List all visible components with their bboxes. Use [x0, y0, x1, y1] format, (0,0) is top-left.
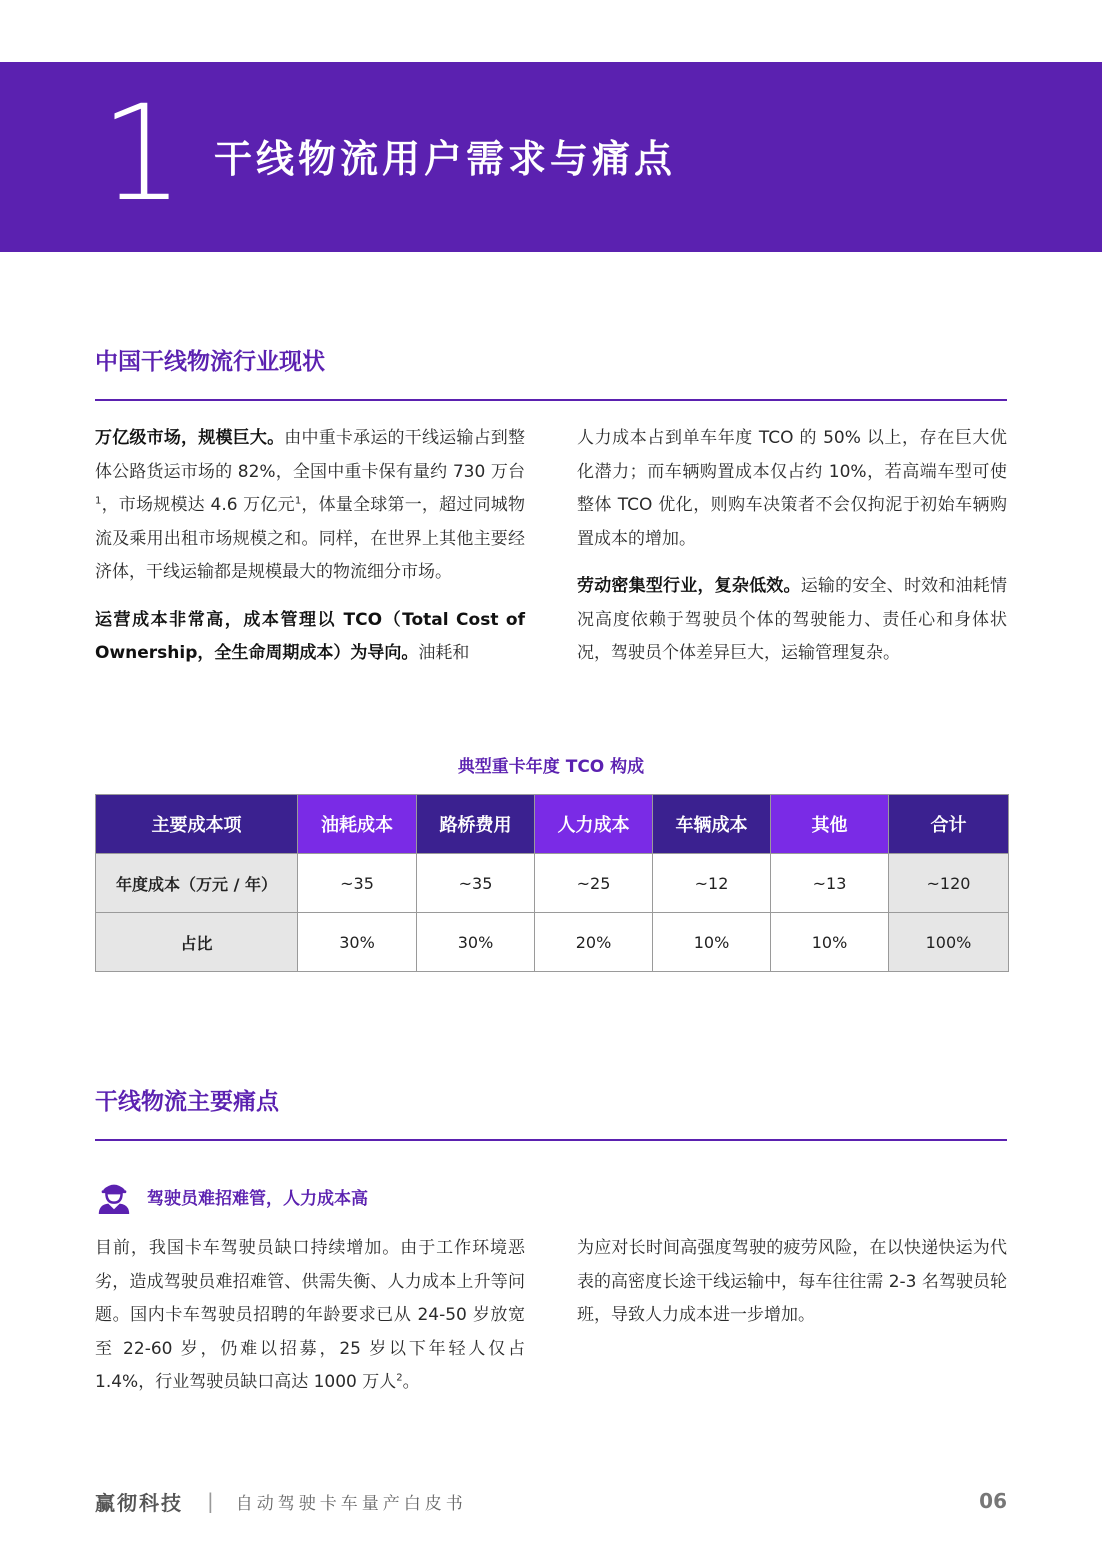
paragraph-text: ，市场规模达 4.6 万亿元	[101, 495, 295, 515]
table-cell: 10%	[653, 913, 771, 972]
chapter-number: 1	[100, 77, 184, 231]
paragraph-market	[95, 422, 525, 590]
table-cell: 30%	[298, 913, 417, 972]
table-cell: 10%	[771, 913, 889, 972]
paragraph-text: 目前，我国卡车驾驶员缺口持续增加。由于工作环境恶劣，造成驾驶员难招难管、供需失衡、人力成本上升等问题。国内卡车驾驶员招聘的年龄要求已从 24-50 岁放宽至 22-60 岁，仍难以招募，25 岁以下年轻人仅占 1.4%，行业驾驶员缺口高达 1000 万人	[95, 1238, 525, 1392]
table-header-cell: 其他	[771, 795, 889, 854]
section-divider	[95, 1139, 1007, 1141]
table-cell-total: 100%	[889, 913, 1009, 972]
table-cell-total: ~120	[889, 854, 1009, 913]
table-cell: 30%	[417, 913, 535, 972]
table-cell: ~12	[653, 854, 771, 913]
footnote-ref: 1	[294, 495, 302, 507]
section2-left-column	[95, 1232, 525, 1414]
section1-left-column	[95, 422, 525, 685]
paragraph-text: 。	[402, 1372, 420, 1392]
paragraph-fatigue: 为应对长时间高强度驾驶的疲劳风险，在以快递快运为代表的高密度长途干线运输中，每车往往需 2-3 名驾驶员轮班，导致人力成本进一步增加。	[577, 1238, 1007, 1325]
paragraph-text: 油耗和	[418, 643, 470, 663]
section-title-industry: 中国干线物流行业现状	[95, 349, 325, 375]
table-header-cell: 主要成本项	[96, 795, 298, 854]
footnote-ref: 2	[396, 1372, 403, 1384]
paragraph-driver-shortage	[95, 1232, 525, 1400]
paragraph-text: 运输的安全、时效和油耗情况高度依赖于驾驶员个体的驾驶能力、责任心和身体状况，驾驶员个体差异巨大，运输管理复杂。	[577, 576, 1008, 663]
section1-right-column	[577, 422, 1007, 685]
sub-heading-text: 驾驶员难招难管，人力成本高	[147, 1188, 368, 1209]
driver-icon	[95, 1177, 133, 1215]
paragraph-lead: 万亿级市场，规模巨大。	[95, 428, 285, 448]
paragraph-cost-continued: 人力成本占到单车年度 TCO 的 50% 以上，存在巨大优化潜力；而车辆购置成本仅占约 10%，若高端车型可使整体 TCO 优化，则购车决策者不会仅拘泥于初始车辆购置成本的增加。	[577, 428, 1007, 549]
section2-right-column	[577, 1232, 1007, 1347]
table-row-label: 年度成本（万元 / 年）	[96, 854, 298, 913]
table-row-label: 占比	[96, 913, 298, 972]
table-header-cell: 合计	[889, 795, 1009, 854]
footer-brand: 赢彻科技	[95, 1490, 183, 1515]
paragraph-lead: 运营成本非常高，成本管理以 TCO（Total Cost of Ownership，全生命周期成本）为导向。	[95, 609, 525, 663]
table-cell: ~13	[771, 854, 889, 913]
page-footer	[95, 1486, 1007, 1516]
table-row	[96, 913, 1009, 972]
table-cell: ~35	[298, 854, 417, 913]
table-header-row	[96, 795, 1009, 854]
table-title: 典型重卡年度 TCO 构成	[457, 757, 645, 777]
chapter-title: 干线物流用户需求与痛点	[214, 137, 677, 181]
paragraph-text: ，体量全球第一，超过同城物流及乘用出租市场规模之和。同样，在世界上其他主要经济体，干线运输都是规模最大的物流细分市场。	[95, 495, 526, 582]
footer-separator: |	[207, 1489, 214, 1513]
table-header-cell: 车辆成本	[653, 795, 771, 854]
table-header-cell: 人力成本	[535, 795, 653, 854]
table-cell: 20%	[535, 913, 653, 972]
table-cell: ~35	[417, 854, 535, 913]
paragraph-text: 由中重卡承运的干线运输占到整体公路货运市场的 82%，全国中重卡保有量约 730 万台	[95, 428, 526, 482]
paragraph-cost	[95, 604, 525, 671]
section-title-pain-points: 干线物流主要痛点	[95, 1089, 279, 1115]
paragraph-labor	[577, 570, 1007, 671]
table-header-cell: 路桥费用	[417, 795, 535, 854]
page-number: 06	[979, 1489, 1007, 1513]
table-cell: ~25	[535, 854, 653, 913]
table-row	[96, 854, 1009, 913]
sub-heading-driver	[95, 1176, 368, 1216]
table-header-cell: 油耗成本	[298, 795, 417, 854]
tco-table	[95, 794, 1009, 972]
footer-doc-title: 自动驾驶卡车量产白皮书	[235, 1493, 467, 1514]
section-divider	[95, 399, 1007, 401]
footnote-ref: 1	[95, 495, 102, 507]
paragraph-lead: 劳动密集型行业，复杂低效。	[577, 576, 801, 596]
